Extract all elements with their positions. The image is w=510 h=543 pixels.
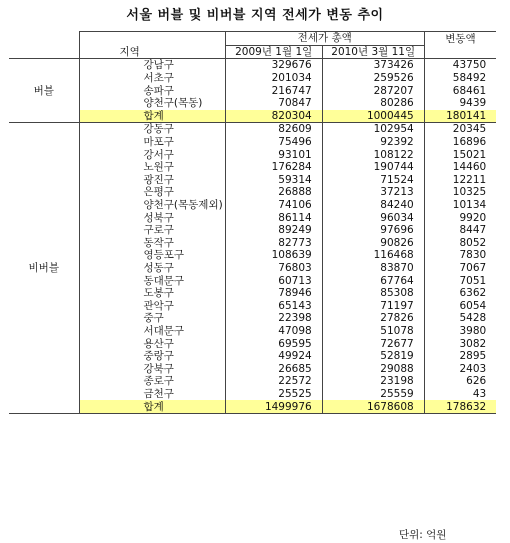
value-2010-cell: 92392: [322, 136, 424, 149]
region-cell: 송파구: [143, 84, 174, 97]
header-blank-2: [79, 32, 225, 46]
region-cell: 도봉구: [143, 287, 174, 300]
value-2010-cell: 37213: [322, 186, 424, 199]
change-cell: 2895: [424, 350, 496, 363]
value-2010-cell: 90826: [322, 237, 424, 250]
table-row: [9, 337, 496, 350]
value-2009-cell: 820304: [225, 110, 322, 123]
table-row: [9, 312, 496, 325]
header-region: 지역: [79, 45, 225, 59]
region-cell: 동대문구: [143, 274, 185, 287]
value-2009-cell: 25525: [225, 388, 322, 401]
region-cell: 동작구: [143, 236, 174, 249]
region-cell: 강동구: [143, 123, 174, 136]
change-cell: 3980: [424, 325, 496, 338]
change-cell: 16896: [424, 136, 496, 149]
change-cell: 8052: [424, 237, 496, 250]
region-cell: 마포구: [143, 136, 174, 149]
change-cell: 2403: [424, 362, 496, 375]
change-cell: 68461: [424, 84, 496, 97]
table-row: [9, 174, 496, 187]
header-price-group: 전세가 총액: [225, 32, 424, 46]
change-cell: 15021: [424, 148, 496, 161]
region-cell: 합계: [79, 400, 225, 413]
table-row: [9, 362, 496, 375]
value-2009-cell: 74106: [225, 199, 322, 212]
value-2009-cell: 22572: [225, 375, 322, 388]
value-2010-cell: 116468: [322, 249, 424, 262]
value-2009-cell: 69595: [225, 337, 322, 350]
table-row: [9, 274, 496, 287]
value-2010-cell: 102954: [322, 123, 424, 136]
region-cell: 중구: [143, 312, 164, 325]
total-row: [9, 110, 496, 123]
region-cell: 강북구: [143, 362, 174, 375]
value-2010-cell: 85308: [322, 287, 424, 300]
table-row: [9, 136, 496, 149]
value-2009-cell: 22398: [225, 312, 322, 325]
table-row: [9, 249, 496, 262]
change-cell: 626: [424, 375, 496, 388]
value-2009-cell: 93101: [225, 148, 322, 161]
change-cell: 178632: [424, 400, 496, 413]
change-cell: 43750: [424, 59, 496, 72]
value-2009-cell: 89249: [225, 224, 322, 237]
value-2010-cell: 67764: [322, 274, 424, 287]
region-cell: 금천구: [143, 387, 174, 400]
header-date2: 2010년 3월 11일: [322, 45, 424, 59]
table-row: [9, 287, 496, 300]
value-2009-cell: 108639: [225, 249, 322, 262]
table-row: [9, 186, 496, 199]
value-2010-cell: 23198: [322, 375, 424, 388]
header-blank: [9, 32, 79, 46]
table-row: [9, 224, 496, 237]
change-cell: 10134: [424, 199, 496, 212]
table-row: [9, 72, 496, 85]
value-2009-cell: 26888: [225, 186, 322, 199]
value-2010-cell: 71197: [322, 299, 424, 312]
value-2010-cell: 259526: [322, 72, 424, 85]
change-cell: 9439: [424, 97, 496, 110]
value-2009-cell: 176284: [225, 161, 322, 174]
change-cell: 5428: [424, 312, 496, 325]
value-2009-cell: 65143: [225, 299, 322, 312]
price-change-table: [9, 31, 496, 414]
table-row: [9, 325, 496, 338]
value-2009-cell: 82773: [225, 237, 322, 250]
change-cell: 7067: [424, 262, 496, 275]
region-cell: 광진구: [143, 173, 174, 186]
value-2010-cell: 29088: [322, 362, 424, 375]
value-2009-cell: 60713: [225, 274, 322, 287]
value-2010-cell: 72677: [322, 337, 424, 350]
value-2010-cell: 287207: [322, 84, 424, 97]
region-cell: 용산구: [143, 337, 174, 350]
value-2009-cell: 26685: [225, 362, 322, 375]
change-cell: 43: [424, 388, 496, 401]
value-2009-cell: 216747: [225, 84, 322, 97]
value-2010-cell: 96034: [322, 211, 424, 224]
value-2009-cell: 329676: [225, 59, 322, 72]
table-row: [9, 211, 496, 224]
group-label: 버블: [9, 59, 79, 123]
value-2010-cell: 373426: [322, 59, 424, 72]
region-cell: 영등포구: [143, 249, 185, 262]
region-cell: 성북구: [143, 211, 174, 224]
region-cell: 구로구: [143, 224, 174, 237]
table-row: [9, 262, 496, 275]
page-title: 서울 버블 및 비버블 지역 전세가 변동 추이: [126, 8, 384, 23]
change-cell: 20345: [424, 123, 496, 136]
header-date1: 2009년 1월 1일: [225, 45, 322, 59]
table-row: [9, 161, 496, 174]
region-cell: 관악구: [143, 299, 174, 312]
change-cell: 7830: [424, 249, 496, 262]
change-cell: 180141: [424, 110, 496, 123]
change-cell: 8447: [424, 224, 496, 237]
change-cell: 6362: [424, 287, 496, 300]
table-row: [9, 199, 496, 212]
change-cell: 12211: [424, 174, 496, 187]
region-cell: 양천구(목동): [143, 97, 203, 110]
value-2010-cell: 52819: [322, 350, 424, 363]
value-2009-cell: 82609: [225, 123, 322, 136]
region-cell: 강서구: [143, 148, 174, 161]
change-cell: 3082: [424, 337, 496, 350]
region-cell: 서대문구: [143, 324, 185, 337]
value-2010-cell: 190744: [322, 161, 424, 174]
value-2010-cell: 83870: [322, 262, 424, 275]
region-cell: 종로구: [143, 375, 174, 388]
header-change: 변동액: [424, 32, 496, 46]
table-row: [9, 84, 496, 97]
value-2009-cell: 75496: [225, 136, 322, 149]
table-row: [9, 123, 496, 136]
change-cell: 9920: [424, 211, 496, 224]
change-cell: 7051: [424, 274, 496, 287]
value-2009-cell: 1499976: [225, 400, 322, 413]
value-2010-cell: 25559: [322, 388, 424, 401]
value-2010-cell: 108122: [322, 148, 424, 161]
region-cell: 은평구: [143, 186, 174, 199]
header-change-blank: [424, 45, 496, 59]
group-label: 비버블: [9, 123, 79, 414]
table-row: [9, 350, 496, 363]
region-cell: 양천구(목동제외): [143, 199, 223, 212]
region-cell: 중랑구: [143, 350, 174, 363]
value-2010-cell: 97696: [322, 224, 424, 237]
value-2009-cell: 47098: [225, 325, 322, 338]
region-cell: 합계: [79, 110, 225, 123]
value-2009-cell: 59314: [225, 174, 322, 187]
change-cell: 14460: [424, 161, 496, 174]
value-2010-cell: 51078: [322, 325, 424, 338]
change-cell: 58492: [424, 72, 496, 85]
region-cell: 서초구: [143, 72, 174, 85]
change-cell: 10325: [424, 186, 496, 199]
table-row: [9, 97, 496, 110]
region-cell: 성동구: [143, 261, 174, 274]
value-2010-cell: 71524: [322, 174, 424, 187]
value-2009-cell: 49924: [225, 350, 322, 363]
table-row: [9, 148, 496, 161]
value-2009-cell: 70847: [225, 97, 322, 110]
value-2009-cell: 78946: [225, 287, 322, 300]
change-cell: 6054: [424, 299, 496, 312]
region-cell: 노원구: [143, 161, 174, 174]
region-cell: 강남구: [143, 59, 174, 72]
value-2010-cell: 84240: [322, 199, 424, 212]
value-2009-cell: 86114: [225, 211, 322, 224]
table-row: [9, 59, 496, 72]
table-row: [9, 299, 496, 312]
table-row: [9, 237, 496, 250]
value-2010-cell: 27826: [322, 312, 424, 325]
value-2010-cell: 80286: [322, 97, 424, 110]
value-2009-cell: 201034: [225, 72, 322, 85]
total-row: [9, 400, 496, 413]
value-2010-cell: 1678608: [322, 400, 424, 413]
table-row: [9, 388, 496, 401]
header-category: [9, 45, 79, 59]
value-2009-cell: 76803: [225, 262, 322, 275]
value-2010-cell: 1000445: [322, 110, 424, 123]
unit-note: 단위: 억원: [399, 529, 447, 541]
table-row: [9, 375, 496, 388]
